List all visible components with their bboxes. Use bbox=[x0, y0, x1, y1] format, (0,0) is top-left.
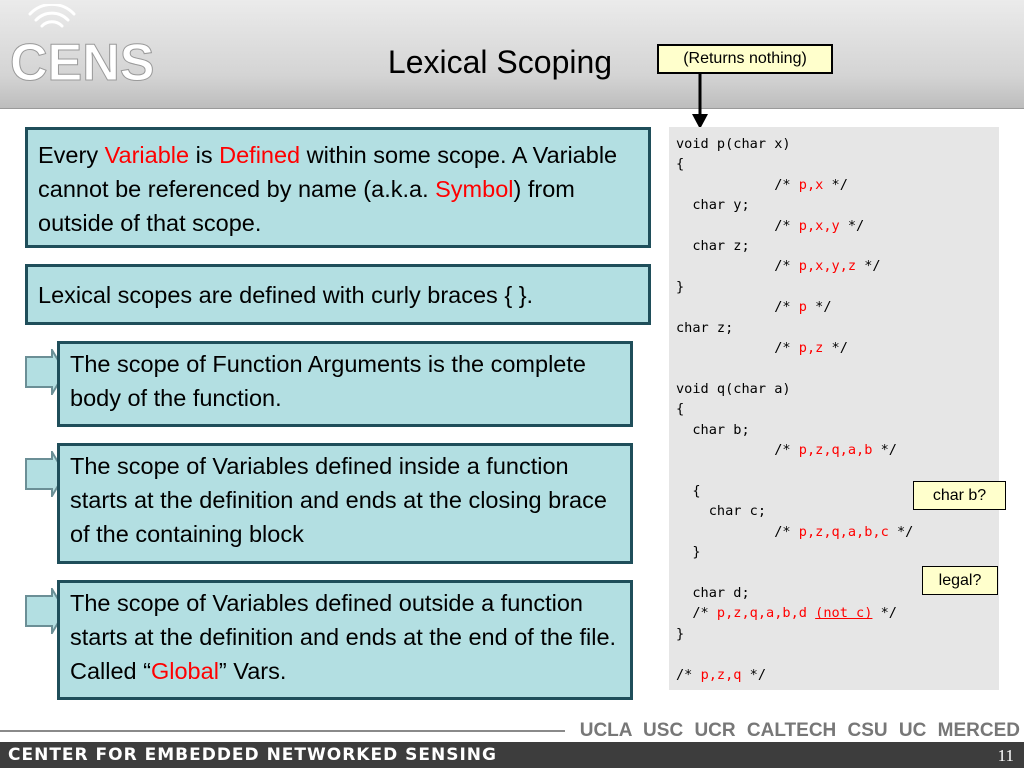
slide-title: Lexical Scoping bbox=[387, 44, 613, 80]
center-name: CENTER FOR EMBEDDED NETWORKED SENSING bbox=[8, 745, 497, 765]
footer-divider bbox=[0, 730, 565, 732]
slide-header bbox=[0, 0, 1024, 109]
scope-definition-box: Every Variable is Defined within some scope. A Variable cannot be referenced by name (a.k.a. Symbol) from outside of that scope. bbox=[25, 127, 651, 248]
function-args-scope-box: The scope of Function Arguments is the complete body of the function. bbox=[57, 341, 633, 427]
code-listing: void p(char x) { /* p,x */ char y; /* p,x,y */ char z; /* p,x,y,z */ } /* p */ char z; /* p,z */ void q(char a) { char b; /* p,z,q,a,b */ { char c; /* p,z,q,a,b,c */ } char d; /* p,z,q,a,b,d (not c) */ } /* p,z,q */ bbox=[676, 136, 914, 683]
inner-variables-scope-box: The scope of Variables defined inside a function starts at the definition and ends at the closing brace of the containing block bbox=[57, 443, 633, 564]
legal-callout: legal? bbox=[922, 566, 998, 595]
curly-braces-box: Lexical scopes are defined with curly braces { }. bbox=[25, 264, 651, 325]
term-symbol: Symbol bbox=[435, 176, 514, 202]
char-b-callout: char b? bbox=[913, 481, 1006, 510]
slide-number: 11 bbox=[997, 746, 1014, 765]
returns-nothing-note: (Returns nothing) bbox=[657, 44, 833, 74]
term-variable: Variable bbox=[104, 142, 190, 168]
cens-logo bbox=[8, 4, 160, 100]
down-arrow-icon bbox=[690, 74, 710, 130]
term-global: Global bbox=[150, 658, 219, 684]
logo-text: CENS bbox=[10, 34, 155, 92]
global-variables-scope-box: The scope of Variables defined outside a function starts at the definition and ends at the end of the file. Called “Global” Vars. bbox=[57, 580, 633, 700]
partner-universities: UCLA USC UCR CALTECH CSU UC MERCED bbox=[579, 720, 1020, 741]
term-defined: Defined bbox=[219, 142, 301, 168]
